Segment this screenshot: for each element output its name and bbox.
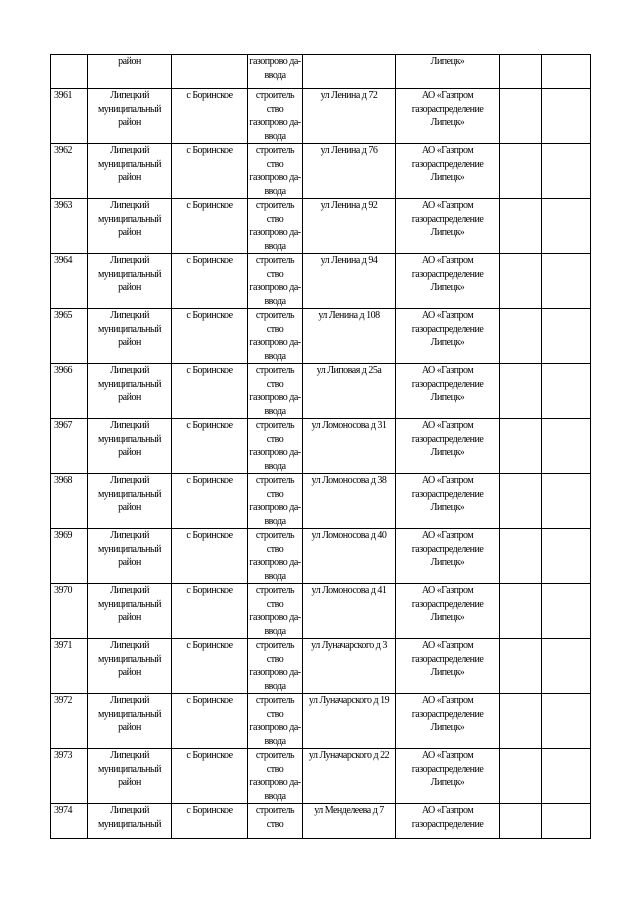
cell-address: ул Ленина д 76 <box>303 144 396 199</box>
cell-address: ул Ленина д 108 <box>303 309 396 364</box>
cell-number: 3961 <box>51 89 88 144</box>
table-row-continued <box>51 55 591 89</box>
cell-organization: АО «Газпром газораспределение Липецк» <box>396 694 500 749</box>
cell-address <box>303 55 396 89</box>
cell-work: строитель ство газопрово да-ввода <box>249 420 301 472</box>
cell-settlement: с Боринское <box>172 364 248 419</box>
cell-organization: АО «Газпром газораспределение Липецк» <box>396 254 500 309</box>
cell-district: Липецкий муниципальный <box>88 804 172 839</box>
cell-settlement: с Боринское <box>172 144 248 199</box>
cell-empty <box>500 309 542 364</box>
cell-empty <box>542 639 591 694</box>
cell-work: строитель ство газопрово да-ввода <box>249 90 301 142</box>
cell-organization: АО «Газпром газораспределение Липецк» <box>396 89 500 144</box>
cell-work: строитель ство газопрово да-ввода <box>249 200 301 252</box>
cell-empty <box>542 309 591 364</box>
cell-number: 3970 <box>51 584 88 639</box>
cell-organization: АО «Газпром газораспределение Липецк» <box>396 199 500 254</box>
cell-number <box>51 55 88 89</box>
cell-address: ул Луначарского д 22 <box>303 749 396 804</box>
cell-work: строитель ство газопрово да-ввода <box>249 310 301 362</box>
cell-settlement: с Боринское <box>172 749 248 804</box>
cell-work: строитель ство газопрово да-ввода <box>249 585 301 637</box>
cell-settlement: с Боринское <box>172 89 248 144</box>
cell-settlement: с Боринское <box>172 309 248 364</box>
cell-organization: АО «Газпром газораспределение Липецк» <box>396 309 500 364</box>
cell-district: Липецкий муниципальный район <box>88 694 172 749</box>
cell-organization: АО «Газпром газораспределение Липецк» <box>396 639 500 694</box>
document-page <box>50 54 591 839</box>
cell-district: Липецкий муниципальный район <box>88 254 172 309</box>
cell-empty <box>542 55 591 89</box>
cell-address: ул Луначарского д 3 <box>303 639 396 694</box>
cell-district: Липецкий муниципальный район <box>88 199 172 254</box>
cell-number: 3967 <box>51 419 88 474</box>
cell-number: 3966 <box>51 364 88 419</box>
table-row <box>51 584 591 639</box>
cell-number: 3972 <box>51 694 88 749</box>
cell-number: 3964 <box>51 254 88 309</box>
cell-empty <box>500 639 542 694</box>
cell-address: ул Луначарского д 19 <box>303 694 396 749</box>
table-row <box>51 309 591 364</box>
cell-number: 3971 <box>51 639 88 694</box>
cell-empty <box>500 364 542 419</box>
cell-address: ул Ломоносова д 40 <box>303 529 396 584</box>
cell-settlement: с Боринское <box>172 584 248 639</box>
cell-empty <box>500 199 542 254</box>
cell-empty <box>500 254 542 309</box>
cell-district: Липецкий муниципальный район <box>88 749 172 804</box>
cell-organization: АО «Газпром газораспределение Липецк» <box>396 749 500 804</box>
cell-work: строитель ство газопрово да-ввода <box>249 365 301 417</box>
cell-number: 3963 <box>51 199 88 254</box>
cell-settlement: с Боринское <box>172 474 248 529</box>
cell-settlement: с Боринское <box>172 694 248 749</box>
cell-district: Липецкий муниципальный район <box>88 89 172 144</box>
cell-district: Липецкий муниципальный район <box>88 474 172 529</box>
cell-district: Липецкий муниципальный район <box>88 529 172 584</box>
cell-empty <box>500 55 542 89</box>
cell-empty <box>542 584 591 639</box>
cell-organization: АО «Газпром газораспределение Липецк» <box>396 529 500 584</box>
cell-empty <box>542 144 591 199</box>
cell-empty <box>500 584 542 639</box>
cell-settlement <box>172 55 248 89</box>
table-body <box>51 55 591 839</box>
cell-settlement: с Боринское <box>172 419 248 474</box>
cell-district: район <box>88 55 172 89</box>
cell-district: Липецкий муниципальный район <box>88 584 172 639</box>
cell-empty <box>500 474 542 529</box>
cell-settlement: с Боринское <box>172 639 248 694</box>
cell-work: строитель ство газопрово да-ввода <box>249 530 301 582</box>
cell-organization: АО «Газпром газораспределение Липецк» <box>396 144 500 199</box>
cell-number: 3968 <box>51 474 88 529</box>
cell-empty <box>500 804 542 839</box>
cell-work: строитель ство <box>248 804 303 839</box>
cell-empty <box>542 529 591 584</box>
cell-empty <box>500 89 542 144</box>
cell-settlement: с Боринское <box>172 199 248 254</box>
cell-settlement: с Боринское <box>172 529 248 584</box>
cell-address: ул Липовая д 25а <box>303 364 396 419</box>
cell-empty <box>542 199 591 254</box>
cell-empty <box>542 364 591 419</box>
table-row <box>51 364 591 419</box>
table-row <box>51 529 591 584</box>
cell-empty <box>542 749 591 804</box>
cell-empty <box>542 474 591 529</box>
cell-address: ул Ленина д 94 <box>303 254 396 309</box>
table-row <box>51 419 591 474</box>
cell-address: ул Ленина д 92 <box>303 199 396 254</box>
cell-number: 3974 <box>51 804 88 839</box>
cell-empty <box>542 89 591 144</box>
cell-organization: АО «Газпром газораспределение <box>396 804 500 839</box>
cell-work: строитель ство газопрово да-ввода <box>249 640 301 692</box>
table-row <box>51 694 591 749</box>
cell-district: Липецкий муниципальный район <box>88 364 172 419</box>
cell-organization: Липецк» <box>396 55 500 89</box>
cell-empty <box>500 529 542 584</box>
cell-empty <box>500 749 542 804</box>
table-row <box>51 199 591 254</box>
cell-district: Липецкий муниципальный район <box>88 639 172 694</box>
table-row <box>51 749 591 804</box>
cell-empty <box>542 254 591 309</box>
table-row <box>51 89 591 144</box>
cell-number: 3969 <box>51 529 88 584</box>
cell-organization: АО «Газпром газораспределение Липецк» <box>396 584 500 639</box>
gas-connection-table <box>50 54 591 839</box>
cell-address: ул Ломоносова д 41 <box>303 584 396 639</box>
table-row <box>51 254 591 309</box>
cell-number: 3965 <box>51 309 88 364</box>
cell-work: строитель ство газопрово да-ввода <box>249 695 301 747</box>
cell-address: ул Ломоносова д 38 <box>303 474 396 529</box>
cell-address: ул Ленина д 72 <box>303 89 396 144</box>
cell-empty <box>500 144 542 199</box>
table-row <box>51 639 591 694</box>
cell-empty <box>542 804 591 839</box>
cell-organization: АО «Газпром газораспределение Липецк» <box>396 419 500 474</box>
cell-district: Липецкий муниципальный район <box>88 419 172 474</box>
cell-organization: АО «Газпром газораспределение Липецк» <box>396 364 500 419</box>
cell-settlement: с Боринское <box>172 804 248 839</box>
cell-settlement: с Боринское <box>172 254 248 309</box>
table-row <box>51 804 591 839</box>
cell-empty <box>542 694 591 749</box>
table-row <box>51 144 591 199</box>
cell-district: Липецкий муниципальный район <box>88 309 172 364</box>
cell-work: строитель ство газопрово да-ввода <box>249 255 301 307</box>
cell-empty <box>500 694 542 749</box>
cell-work: строитель ство газопрово да-ввода <box>249 475 301 527</box>
cell-empty <box>500 419 542 474</box>
cell-empty <box>542 419 591 474</box>
table-row <box>51 474 591 529</box>
cell-organization: АО «Газпром газораспределение Липецк» <box>396 474 500 529</box>
cell-number: 3973 <box>51 749 88 804</box>
cell-number: 3962 <box>51 144 88 199</box>
cell-address: ул Ломоносова д 31 <box>303 419 396 474</box>
cell-work: газопрово да-ввода <box>248 55 303 89</box>
cell-work: строитель ство газопрово да-ввода <box>249 145 301 197</box>
cell-district: Липецкий муниципальный район <box>88 144 172 199</box>
cell-address: ул Менделеева д 7 <box>303 804 396 839</box>
cell-work: строитель ство газопрово да-ввода <box>249 750 301 802</box>
